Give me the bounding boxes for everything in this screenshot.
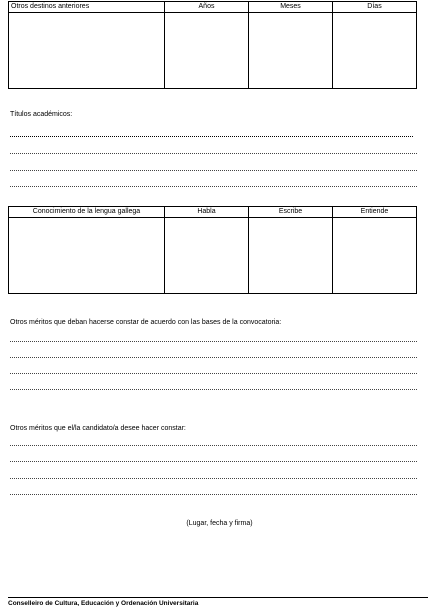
header-dias: Días [333,2,417,13]
cell-escribe[interactable] [249,218,333,294]
otros-destinos-table [8,1,417,89]
header-entiende: Entiende [333,207,417,218]
header-escribe: Escribe [249,207,333,218]
otros-meritos-candidato-label: Otros méritos que el/la candidato/a desee hacer constar: [10,425,186,432]
dotted-line[interactable] [10,461,417,462]
dotted-line[interactable] [10,186,417,187]
table-row [9,218,417,294]
dotted-line[interactable] [10,170,417,171]
dotted-line[interactable] [10,478,417,479]
dotted-line[interactable] [10,389,417,390]
cell-habla[interactable] [165,218,249,294]
header-otros-destinos: Otros destinos anteriores [9,2,165,13]
cell-destino[interactable] [9,13,165,89]
otros-meritos-bases-label: Otros méritos que deban hacerse constar de acuerdo con las bases de la convocatoria: [10,319,282,326]
titulos-academicos-label: Títulos académicos: [10,111,73,118]
dotted-line[interactable] [10,136,413,137]
dotted-line[interactable] [10,341,417,342]
dotted-line[interactable] [10,357,417,358]
header-anos: Años [165,2,249,13]
cell-meses[interactable] [249,13,333,89]
dotted-line[interactable] [10,445,417,446]
dotted-line[interactable] [10,373,417,374]
header-conocimiento-lengua: Conocimiento de la lengua gallega [9,207,165,218]
cell-conocimiento[interactable] [9,218,165,294]
dotted-line[interactable] [10,153,417,154]
table-header-row [9,2,417,13]
dotted-line[interactable] [10,494,417,495]
header-habla: Habla [165,207,249,218]
signature-label: (Lugar, fecha y firma) [186,520,253,527]
cell-entiende[interactable] [333,218,417,294]
header-meses: Meses [249,2,333,13]
lengua-gallega-table [8,206,417,294]
table-row [9,13,417,89]
table-header-row [9,207,417,218]
cell-anos[interactable] [165,13,249,89]
footer-recipient: Conselleiro de Cultura, Educación y Ordenación Universitaria [8,597,428,607]
cell-dias[interactable] [333,13,417,89]
